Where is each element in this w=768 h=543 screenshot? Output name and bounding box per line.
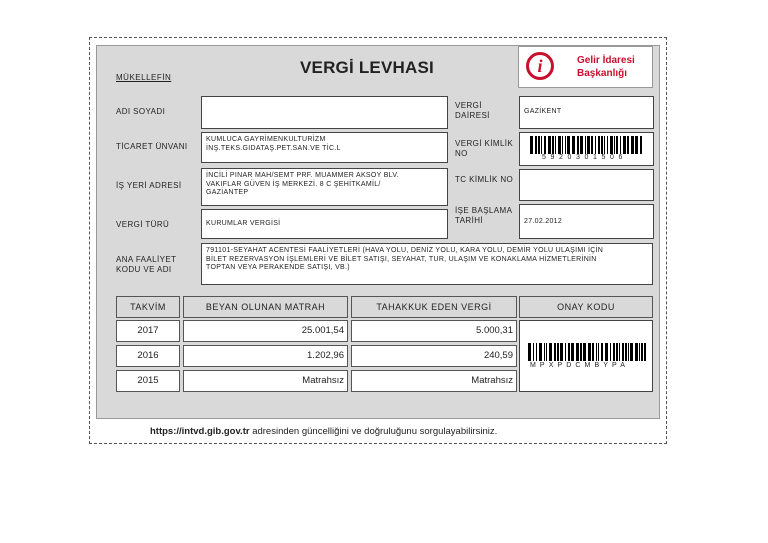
- verification-footer: [150, 426, 497, 437]
- barcode-bar: [641, 343, 643, 361]
- barcode-bar: [544, 343, 545, 361]
- barcode-bar: [580, 343, 582, 361]
- barcode-bar: [601, 343, 603, 361]
- adi-soyadi-field: [201, 96, 448, 129]
- barcode-bar: [576, 343, 579, 361]
- table-cell-year: 2015: [116, 370, 180, 392]
- barcode-bar: [628, 343, 629, 361]
- barcode-bar: [598, 136, 600, 154]
- barcode-bar: [539, 343, 542, 361]
- barcode-bar: [622, 343, 624, 361]
- onay-barcode: [528, 343, 646, 361]
- col-header-matrah: BEYAN OLUNAN MATRAH: [183, 296, 348, 318]
- onay-kodu-text: MPXPDCMBYPA: [530, 362, 630, 369]
- tc-kimlik-no-field: [519, 169, 654, 201]
- verification-url[interactable]: https://intvd.gib.gov.tr: [150, 426, 250, 437]
- section-label: MÜKELLEFİN: [116, 73, 172, 82]
- vergi-dairesi-field: GAZİKENT: [519, 96, 654, 129]
- barcode-bar: [568, 343, 570, 361]
- vergi-kimlik-no-label: VERGİ KİMLİK NO: [455, 139, 514, 158]
- barcode-bar: [619, 343, 620, 361]
- barcode-bar: [558, 136, 561, 154]
- table-cell-matrah: 1.202,96: [183, 345, 348, 367]
- gib-logo: [518, 46, 653, 88]
- barcode-bar: [533, 343, 534, 361]
- col-header-takvim: TAKVİM: [116, 296, 180, 318]
- barcode-bar: [635, 136, 638, 154]
- barcode-bar: [630, 343, 633, 361]
- vkn-code: 5920301506: [542, 154, 627, 161]
- ana-faaliyet-field: 791101-SEYAHAT ACENTESİ FAALİYETLERİ (HAVA YOLU, DENİZ YOLU, KARA YOLU, DEMİR YOLU ULAŞIMI İÇİN BİLET REZERVASYON İŞLEMLERİ VE BİLET SATIŞI, SEYAHAT, TUR, ULAŞIM VE KONAKLAMA HİZMETLERİNİN TOPTAN VEYA PERAKENDE SATIŞI, VB.): [201, 243, 653, 285]
- tc-kimlik-no-label: TC KİMLİK NO: [455, 175, 514, 184]
- barcode-bar: [538, 136, 540, 154]
- barcode-bar: [627, 136, 629, 154]
- barcode-bar: [639, 343, 640, 361]
- barcode-bar: [580, 136, 583, 154]
- barcode-bar: [528, 343, 531, 361]
- col-header-vergi: TAHAKKUK EDEN VERGİ: [351, 296, 517, 318]
- barcode-bar: [616, 343, 618, 361]
- barcode-bar: [577, 136, 579, 154]
- barcode-bar: [591, 136, 593, 154]
- col-header-onay-kodu: ONAY KODU: [519, 296, 653, 318]
- table-cell-matrah: 25.001,54: [183, 320, 348, 342]
- barcode-bar: [598, 343, 599, 361]
- ticaret-unvani-field: KUMLUCA GAYRİMENKULTURİZM İNŞ.TEKS.GIDATAŞ.PET.SAN.VE TİC.L: [201, 132, 448, 163]
- is-yeri-adresi-label: İŞ YERİ ADRESİ: [116, 181, 182, 190]
- table-cell-year: 2017: [116, 320, 180, 342]
- barcode-bar: [644, 343, 646, 361]
- table-cell-vergi: Matrahsız: [351, 370, 517, 392]
- page-title: VERGİ LEVHASI: [300, 58, 434, 77]
- barcode-bar: [585, 136, 586, 154]
- table-cell-year: 2016: [116, 345, 180, 367]
- ana-faaliyet-label: ANA FAALİYET KODU VE ADI: [116, 255, 177, 274]
- barcode-bar: [560, 343, 563, 361]
- barcode-bar: [554, 343, 556, 361]
- barcode-bar: [605, 343, 608, 361]
- barcode-bar: [610, 136, 613, 154]
- barcode-bar: [555, 136, 556, 154]
- barcode-bar: [640, 136, 642, 154]
- barcode-bar: [620, 136, 621, 154]
- barcode-bar: [552, 136, 554, 154]
- barcode-bar: [635, 343, 638, 361]
- barcode-bar: [536, 343, 537, 361]
- barcode-bar: [623, 136, 626, 154]
- barcode-bar: [565, 343, 566, 361]
- gib-logo-icon: i: [526, 52, 554, 80]
- ise-baslama-field: 27.02.2012: [519, 204, 654, 239]
- is-yeri-adresi-field: İNCİLİ PINAR MAH/SEMT PRF. MUAMMER AKSOY BLV. VAKIFLAR GÜVEN İŞ MERKEZİ. 8 C ŞEHİTKAMİL/ GAZİANTEP: [201, 168, 448, 206]
- barcode-bar: [535, 136, 537, 154]
- table-cell-vergi: 5.000,31: [351, 320, 517, 342]
- adi-soyadi-label: ADI SOYADI: [116, 107, 166, 116]
- barcode-bar: [549, 343, 552, 361]
- logo-line2: Başkanlığı: [577, 68, 628, 79]
- vkn-barcode: [530, 136, 642, 154]
- barcode-bar: [546, 343, 547, 361]
- barcode-bar: [595, 136, 596, 154]
- barcode-bar: [583, 343, 586, 361]
- logo-line1: Gelir İdaresi: [577, 55, 635, 66]
- barcode-bar: [596, 343, 597, 361]
- verification-text: adresinden güncelliğini ve doğruluğunu sorgulayabilirsiniz.: [249, 426, 498, 437]
- barcode-bar: [614, 136, 615, 154]
- barcode-bar: [601, 136, 603, 154]
- barcode-bar: [548, 136, 551, 154]
- barcode-bar: [588, 343, 591, 361]
- barcode-bar: [565, 136, 566, 154]
- vergi-turu-field: KURUMLAR VERGİSİ: [201, 209, 448, 239]
- ise-baslama-label: İŞE BAŞLAMA TARİHİ: [455, 206, 513, 225]
- barcode-bar: [604, 136, 605, 154]
- onay-kodu-field: [519, 320, 653, 392]
- barcode-bar: [631, 136, 634, 154]
- barcode-bar: [625, 343, 627, 361]
- barcode-bar: [610, 343, 611, 361]
- barcode-bar: [571, 343, 574, 361]
- barcode-bar: [592, 343, 594, 361]
- barcode-bar: [587, 136, 590, 154]
- barcode-bar: [557, 343, 559, 361]
- ticaret-unvani-label: TİCARET ÜNVANI: [116, 142, 188, 151]
- barcode-bar: [616, 136, 618, 154]
- table-cell-matrah: Matrahsız: [183, 370, 348, 392]
- barcode-bar: [541, 136, 542, 154]
- barcode-bar: [530, 136, 533, 154]
- vergi-turu-label: VERGİ TÜRÜ: [116, 220, 170, 229]
- vergi-kimlik-no-field: [519, 132, 654, 166]
- vergi-dairesi-label: VERGİ DAİRESİ: [455, 101, 490, 120]
- barcode-bar: [613, 343, 615, 361]
- barcode-bar: [567, 136, 570, 154]
- barcode-bar: [562, 136, 563, 154]
- barcode-bar: [607, 136, 608, 154]
- barcode-bar: [544, 136, 546, 154]
- barcode-bar: [572, 136, 575, 154]
- table-cell-vergi: 240,59: [351, 345, 517, 367]
